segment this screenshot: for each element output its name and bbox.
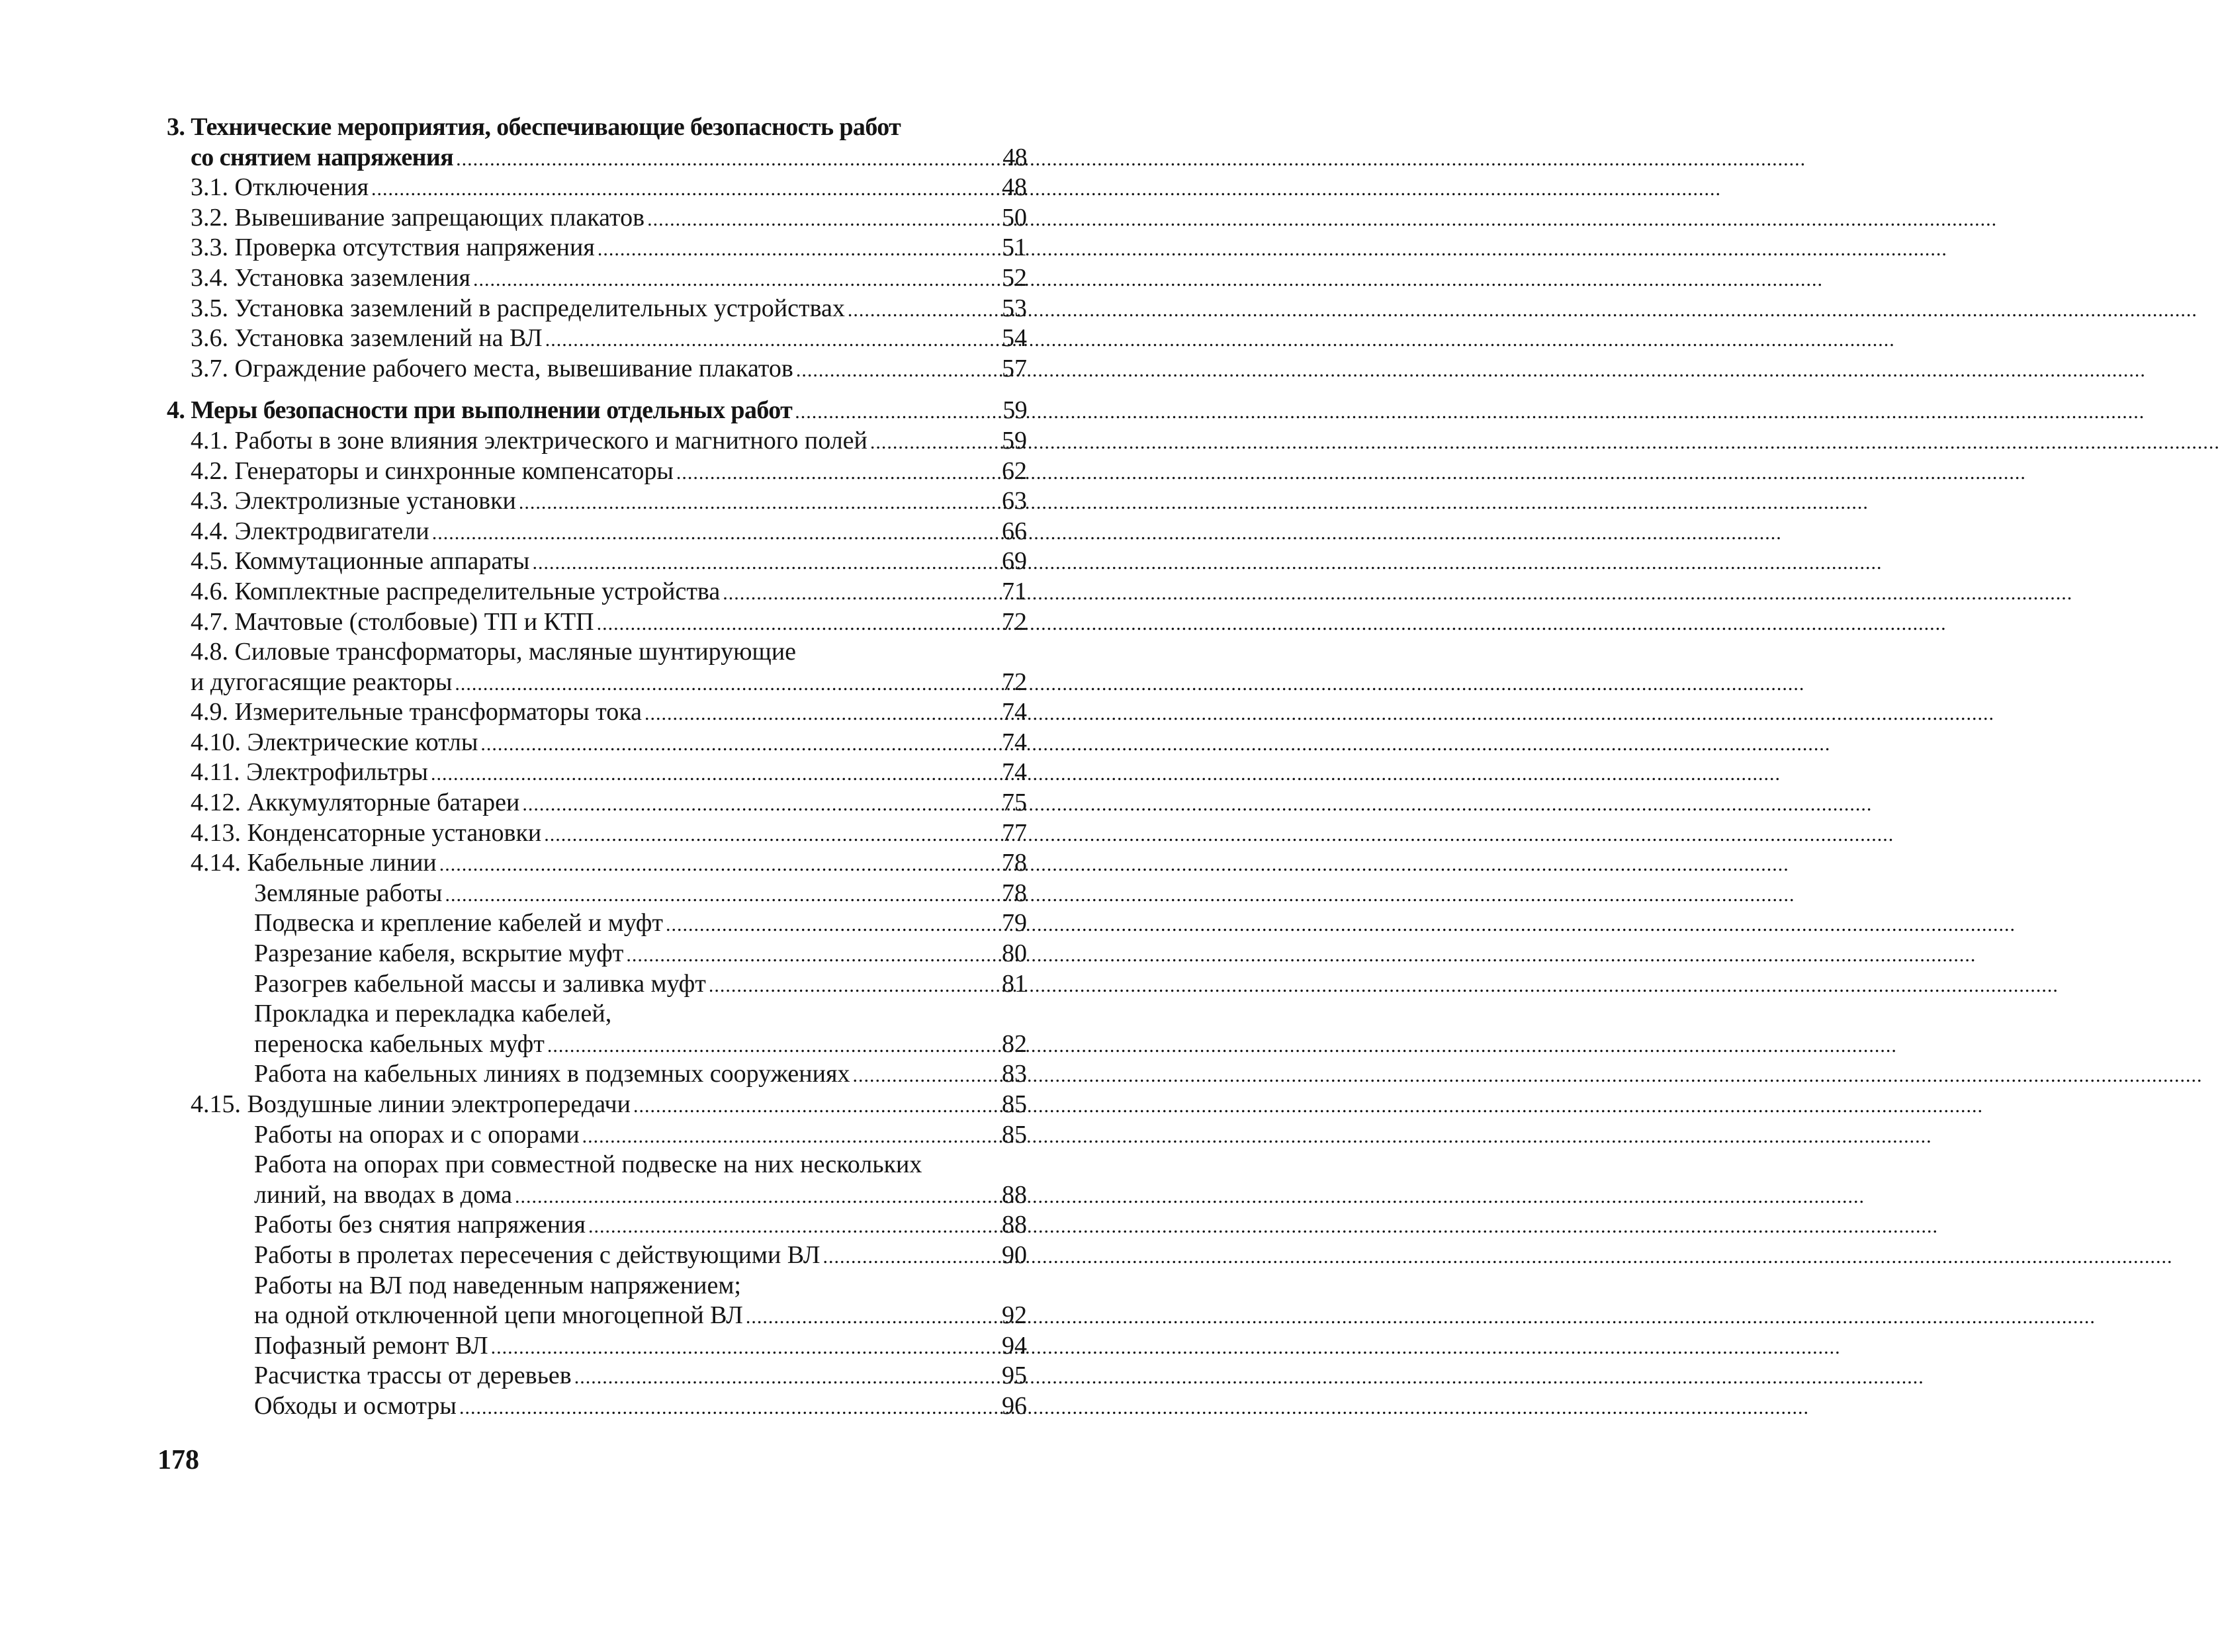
toc-entry-page: 72	[1002, 607, 1027, 636]
toc-entry-title: 4.4. Электродвигатели	[191, 517, 429, 545]
toc-entry-title: 4.12. Аккумуляторные батареи	[191, 789, 520, 817]
dot-leader	[445, 880, 995, 910]
toc-entry-title: Расчистка трассы от деревьев	[254, 1362, 572, 1390]
dot-leader	[519, 488, 995, 518]
toc-entry	[167, 607, 1027, 638]
toc-entry-page: 90	[1002, 1240, 1027, 1269]
toc-entry-title: Пофазный ремонт ВЛ	[254, 1331, 488, 1360]
toc-entry-title: Прокладка и перекладка кабелей,	[254, 1000, 612, 1028]
toc-entry-page: 88	[1002, 1180, 1027, 1209]
toc-chapter-entry	[167, 396, 1027, 426]
toc-entry-title: Работа на опорах при совместной подвеске на них нескольких	[254, 1151, 922, 1179]
toc-entry	[167, 1361, 1027, 1391]
toc-chapter-entry	[167, 112, 1027, 143]
toc-entry-page: 77	[1002, 818, 1027, 847]
toc-entry-page: 75	[1002, 789, 1027, 817]
dot-leader	[480, 729, 995, 760]
toc-entry-page: 95	[1002, 1362, 1027, 1390]
toc-entry	[167, 637, 1027, 668]
toc-entry-title: 4.8. Силовые трансформаторы, масляные шунтирующие	[191, 638, 797, 666]
dot-leader	[473, 265, 995, 295]
toc-entry-page: 62	[1002, 456, 1027, 485]
toc-entry	[167, 1090, 1027, 1120]
toc-entry-title: 4.11. Электрофильтры	[191, 758, 428, 787]
dot-leader	[515, 1182, 995, 1212]
toc-entry	[167, 939, 1027, 969]
toc-entry-page: 85	[1002, 1120, 1027, 1149]
table-of-contents	[167, 112, 1027, 1434]
dot-leader	[647, 204, 995, 235]
toc-entry	[167, 263, 1027, 294]
toc-entry-title: 4.15. Воздушные линии электропередачи	[191, 1090, 631, 1118]
dot-leader	[455, 669, 995, 699]
toc-entry	[167, 1301, 1027, 1331]
dot-leader	[582, 1121, 995, 1152]
toc-entry	[167, 1059, 1027, 1090]
dot-leader	[746, 1302, 995, 1332]
toc-entry	[167, 173, 1027, 203]
toc-entry	[167, 758, 1027, 788]
toc-entry-page: 74	[1002, 758, 1027, 787]
toc-entry-title: со снятием напряжения	[191, 143, 454, 171]
toc-entry-title: Работы на опорах и с опорами	[254, 1120, 580, 1149]
toc-entry	[167, 324, 1027, 354]
dot-leader	[870, 427, 995, 458]
dot-leader	[676, 458, 995, 488]
toc-entry-page: 94	[1002, 1331, 1027, 1360]
toc-entry	[167, 1120, 1027, 1151]
toc-entry-title: 3.5. Установка заземлений в распределительных устройствах	[191, 294, 845, 322]
toc-entry	[167, 969, 1027, 1000]
toc-entry	[167, 354, 1027, 384]
toc-entry-title: Земляные работы	[254, 879, 443, 907]
dot-leader	[795, 397, 995, 427]
toc-entry-page: 72	[1002, 668, 1027, 696]
toc-entry-page: 53	[1002, 294, 1027, 322]
toc-entry-title: переноска кабельных муфт	[254, 1029, 545, 1058]
toc-entry	[167, 818, 1027, 849]
toc-entry-title: 4.13. Конденсаторные установки	[191, 818, 542, 847]
dot-leader	[598, 234, 995, 265]
dot-leader	[371, 174, 995, 204]
toc-entry-title: Подвеска и крепление кабелей и муфт	[254, 909, 663, 937]
toc-entry-page: 81	[1002, 969, 1027, 998]
page-number: 178	[157, 1445, 199, 1475]
toc-entry	[167, 486, 1027, 517]
toc-entry-title: 4. Меры безопасности при выполнении отдельных работ	[167, 396, 793, 425]
toc-entry-title: 3.2. Вывешивание запрещающих плакатов	[191, 203, 645, 232]
toc-entry-page: 96	[1002, 1391, 1027, 1420]
dot-leader	[597, 609, 995, 639]
toc-entry	[167, 999, 1027, 1029]
dot-leader	[532, 548, 995, 578]
dot-leader	[848, 295, 995, 326]
toc-entry	[167, 848, 1027, 879]
toc-entry-page: 54	[1002, 324, 1027, 353]
toc-entry-page: 69	[1002, 547, 1027, 576]
toc-entry-title: 4.2. Генераторы и синхронные компенсаторы	[191, 456, 674, 485]
toc-entry	[167, 879, 1027, 909]
toc-entry-title: 3.7. Ограждение рабочего места, вывешивание плакатов	[191, 354, 793, 382]
toc-entry	[167, 728, 1027, 758]
dot-leader	[432, 518, 995, 548]
toc-entry	[167, 577, 1027, 607]
toc-entry	[167, 517, 1027, 547]
toc-entry-page: 57	[1002, 354, 1027, 382]
toc-section	[167, 112, 1027, 384]
dot-leader	[522, 789, 995, 820]
toc-entry-title: 4.14. Кабельные линии	[191, 849, 437, 877]
toc-entry-page: 79	[1002, 909, 1027, 937]
toc-entry-page: 85	[1002, 1090, 1027, 1118]
dot-leader	[456, 144, 995, 175]
toc-entry	[167, 456, 1027, 487]
toc-entry-title: линий, на вводах в дома	[254, 1180, 512, 1209]
dot-leader	[459, 1393, 995, 1423]
dot-leader	[666, 910, 995, 940]
toc-entry-page: 74	[1002, 698, 1027, 726]
toc-section	[167, 396, 1027, 1421]
toc-entry-page: 88	[1002, 1211, 1027, 1239]
dot-leader	[544, 820, 995, 850]
toc-entry-page: 59	[1002, 426, 1027, 455]
toc-entry-page: 78	[1002, 879, 1027, 907]
toc-entry-title: Разогрев кабельной массы и заливка муфт	[254, 969, 706, 998]
toc-entry	[167, 1150, 1027, 1180]
toc-entry-title: 4.5. Коммутационные аппараты	[191, 547, 530, 576]
toc-entry-page: 50	[1002, 203, 1027, 232]
toc-entry-title: 4.3. Электролизные установки	[191, 487, 516, 515]
toc-entry-page: 66	[1002, 517, 1027, 545]
toc-entry	[167, 1240, 1027, 1271]
toc-entry-page: 59	[1002, 396, 1027, 425]
toc-entry-page: 63	[1002, 487, 1027, 515]
toc-entry	[167, 1331, 1027, 1362]
toc-entry	[167, 1029, 1027, 1060]
toc-entry-title: 3.3. Проверка отсутствия напряжения	[191, 234, 595, 262]
toc-entry-title: Работа на кабельных линиях в подземных сооружениях	[254, 1060, 850, 1088]
dot-leader	[491, 1332, 995, 1363]
dot-leader	[439, 849, 995, 880]
toc-entry	[167, 1391, 1027, 1422]
dot-leader	[574, 1362, 995, 1393]
toc-entry	[167, 426, 1027, 456]
dot-leader	[796, 355, 995, 386]
dot-leader	[626, 940, 995, 971]
toc-entry-page: 80	[1002, 939, 1027, 968]
toc-entry	[167, 908, 1027, 939]
toc-entry-title: 4.10. Электрические котлы	[191, 728, 478, 756]
toc-entry-page: 78	[1002, 849, 1027, 877]
toc-entry	[167, 546, 1027, 577]
toc-chapter-entry	[167, 143, 1027, 173]
toc-entry-title: Обходы и осмотры	[254, 1391, 457, 1420]
toc-entry	[167, 788, 1027, 818]
toc-entry-title: Работы без снятия напряжения	[254, 1211, 586, 1239]
toc-entry	[167, 668, 1027, 698]
toc-entry-page: 51	[1002, 234, 1027, 262]
dot-leader	[852, 1061, 995, 1091]
toc-entry-title: Работы на ВЛ под наведенным напряжением;	[254, 1271, 741, 1299]
toc-entry-title: 4.7. Мачтовые (столбовые) ТП и КТП	[191, 607, 594, 636]
toc-entry	[167, 1180, 1027, 1211]
dot-leader	[547, 1031, 995, 1061]
toc-entry-title: Разрезание кабеля, вскрытие муфт	[254, 939, 624, 968]
toc-entry	[167, 294, 1027, 324]
toc-entry-title: 3. Технические мероприятия, обеспечивающие безопасность работ	[167, 113, 901, 141]
toc-entry	[167, 697, 1027, 728]
dot-leader	[431, 759, 995, 789]
toc-entry-title: 4.9. Измерительные трансформаторы тока	[191, 698, 642, 726]
toc-entry	[167, 1271, 1027, 1301]
toc-entry-page: 48	[1002, 143, 1027, 171]
toc-entry-title: и дугогасящие реакторы	[191, 668, 453, 696]
toc-entry-page: 52	[1002, 263, 1027, 292]
dot-leader	[633, 1091, 995, 1121]
dot-leader	[588, 1211, 995, 1242]
toc-entry-title: 4.6. Комплектные распределительные устройства	[191, 577, 721, 605]
dot-leader	[723, 578, 995, 609]
toc-entry-page: 74	[1002, 728, 1027, 756]
toc-entry-page: 82	[1002, 1029, 1027, 1058]
dot-leader	[709, 971, 995, 1001]
toc-entry-title: 3.4. Установка заземления	[191, 263, 470, 292]
toc-entry-page: 83	[1002, 1060, 1027, 1088]
toc-entry	[167, 203, 1027, 234]
toc-entry-page: 92	[1002, 1301, 1027, 1330]
toc-entry	[167, 1210, 1027, 1240]
toc-entry-title: на одной отключенной цепи многоцепной ВЛ	[254, 1301, 743, 1330]
toc-entry-title: 3.6. Установка заземлений на ВЛ	[191, 324, 543, 353]
toc-entry-title: 3.1. Отключения	[191, 173, 369, 202]
toc-entry	[167, 233, 1027, 263]
toc-entry-title: Работы в пролетах пересечения с действующими ВЛ	[254, 1240, 821, 1269]
dot-leader	[644, 699, 995, 729]
toc-entry-page: 48	[1002, 173, 1027, 202]
dot-leader	[822, 1242, 995, 1272]
dot-leader	[545, 325, 995, 355]
toc-entry-page: 71	[1002, 577, 1027, 605]
toc-entry-title: 4.1. Работы в зоне влияния электрического и магнитного полей	[191, 426, 867, 455]
